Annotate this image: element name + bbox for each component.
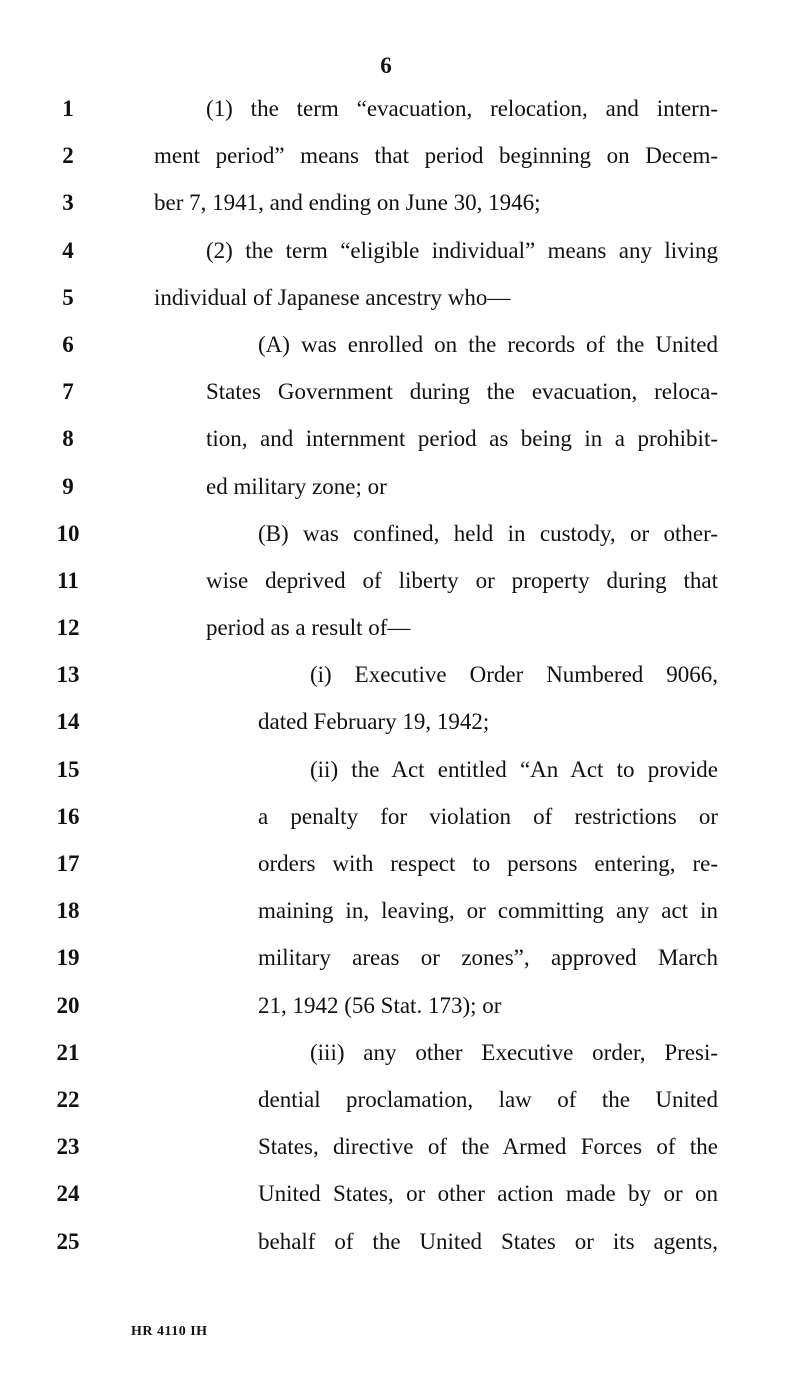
line-number: 17 — [56, 851, 80, 876]
line-number: 1 — [62, 96, 74, 121]
line-text: maining in, leaving, or committing any act in — [258, 898, 718, 924]
line-number: 23 — [56, 1134, 80, 1160]
text-line — [0, 1130, 800, 1177]
text-line — [0, 517, 800, 564]
text-line — [0, 139, 800, 186]
line-number: 8 — [62, 426, 74, 452]
text-line — [0, 753, 800, 800]
text-line — [0, 1036, 800, 1083]
line-number: 7 — [62, 379, 74, 405]
bill-identifier-footer: HR 4110 IH — [131, 1324, 208, 1339]
line-text: military areas or zones”, approved March — [258, 945, 718, 971]
line-number: 12 — [56, 615, 80, 641]
line-number: 15 — [56, 756, 80, 782]
line-number: 21 — [56, 1039, 80, 1065]
text-line — [0, 422, 800, 469]
line-text: 21, 1942 (56 Stat. 173); or — [258, 992, 502, 1018]
text-line — [0, 375, 800, 422]
line-number: 18 — [56, 898, 80, 924]
line-number: 4 — [62, 237, 74, 263]
text-line — [0, 92, 800, 139]
text-line — [0, 941, 800, 988]
line-text: individual of Japanese ancestry who— — [154, 284, 511, 310]
line-text: ber 7, 1941, and ending on June 30, 1946; — [154, 190, 541, 216]
text-line — [0, 564, 800, 611]
text-line — [0, 1083, 800, 1130]
line-text: dated February 19, 1942; — [258, 709, 490, 735]
text-line — [0, 705, 800, 752]
line-text: (2) the term “eligible individual” means any living — [206, 237, 718, 263]
line-text: tion, and internment period as being in a prohibit- — [206, 426, 718, 452]
text-line — [0, 281, 800, 328]
line-text: States, directive of the Armed Forces of the — [258, 1134, 718, 1160]
text-line — [0, 470, 800, 517]
line-text: behalf of the United States or its agents, — [258, 1228, 718, 1254]
line-text: States Government during the evacuation, reloca- — [206, 379, 718, 405]
line-text: (B) was confined, held in custody, or other- — [258, 520, 718, 546]
line-text: dential proclamation, law of the United — [258, 1086, 718, 1112]
line-text: ed military zone; or — [206, 473, 387, 499]
text-line — [0, 894, 800, 941]
line-number: 11 — [57, 567, 79, 593]
line-number: 10 — [56, 520, 80, 546]
line-number: 2 — [62, 143, 74, 169]
text-line — [0, 658, 800, 705]
bill-text-body — [0, 92, 800, 1272]
text-line — [0, 611, 800, 658]
line-number: 6 — [62, 331, 74, 357]
line-text: period as a result of— — [206, 615, 411, 641]
line-text: wise deprived of liberty or property during that — [206, 567, 718, 593]
page-number: 6 — [380, 53, 392, 78]
line-number: 5 — [62, 284, 74, 310]
line-number: 24 — [56, 1181, 80, 1207]
line-text: ment period” means that period beginning on Decem- — [154, 143, 718, 169]
line-number: 9 — [62, 473, 74, 499]
text-line — [0, 234, 800, 281]
line-text: (iii) any other Executive order, Presi- — [310, 1039, 718, 1065]
line-number: 13 — [56, 662, 80, 688]
line-number: 19 — [56, 945, 80, 971]
text-line — [0, 800, 800, 847]
line-number: 22 — [56, 1086, 80, 1112]
line-number: 20 — [56, 992, 80, 1018]
text-line — [0, 1225, 800, 1272]
text-line — [0, 1177, 800, 1224]
line-number: 25 — [56, 1228, 80, 1254]
text-line — [0, 989, 800, 1036]
line-number: 14 — [56, 709, 80, 735]
line-text: (1) the term “evacuation, relocation, and intern- — [206, 96, 718, 121]
line-text: United States, or other action made by or on — [258, 1181, 718, 1207]
line-text: (A) was enrolled on the records of the United — [258, 331, 718, 357]
line-text: orders with respect to persons entering, re- — [258, 851, 718, 876]
text-line — [0, 328, 800, 375]
line-number: 3 — [62, 190, 74, 216]
line-text: (ii) the Act entitled “An Act to provide — [310, 756, 718, 782]
line-text: a penalty for violation of restrictions or — [258, 803, 718, 829]
text-line — [0, 847, 800, 894]
line-text: (i) Executive Order Numbered 9066, — [310, 662, 718, 688]
line-number: 16 — [56, 803, 80, 829]
text-line — [0, 186, 800, 233]
